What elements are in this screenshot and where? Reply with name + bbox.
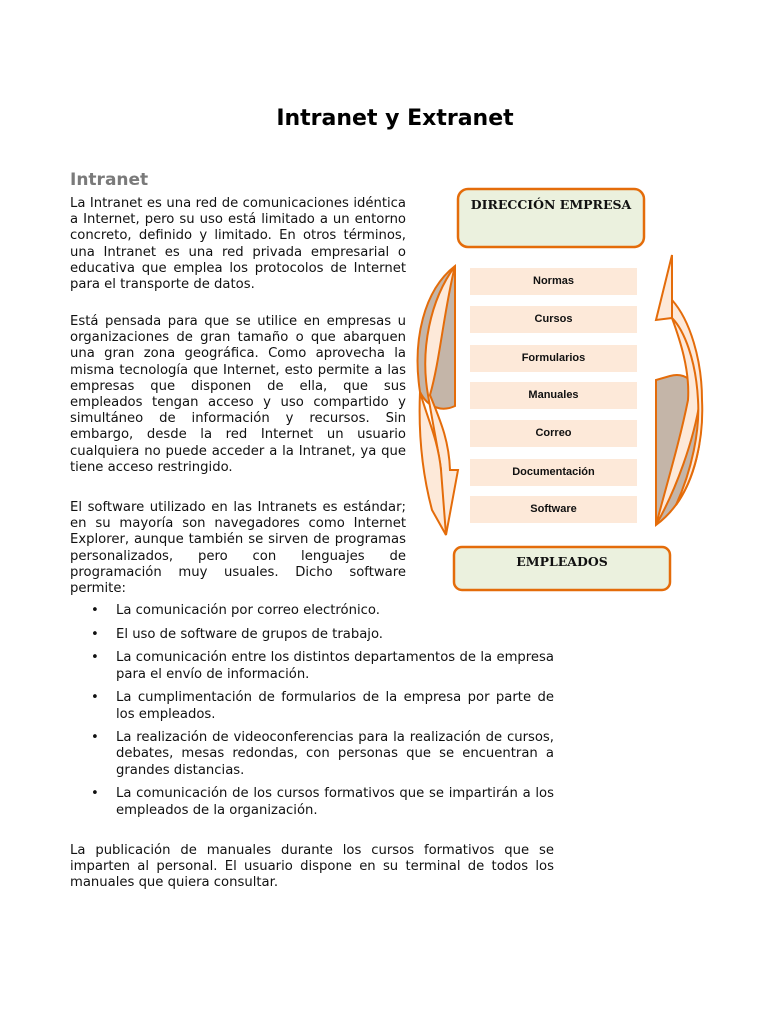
paragraph-manuals: La publicación de manuales durante los cursos formativos que se imparten al personal. El usuario dispone en su terminal de todos los manuales que quiera consultar.	[70, 843, 554, 891]
item-label-manuales: Manuales	[528, 389, 579, 401]
item-label-correo: Correo	[535, 427, 572, 439]
bullet-icon: •	[91, 730, 99, 746]
right-curved-arrow-icon	[656, 255, 702, 525]
bullet-item: • La comunicación por correo electrónico.	[91, 603, 380, 618]
bullet-icon: •	[91, 603, 99, 618]
bullet-item: • La comunicación de los cursos formativos que se impartirán a los empleados de la organización.	[91, 786, 554, 818]
left-curved-arrow-icon	[418, 266, 458, 535]
paragraph-usage: Está pensada para que se utilice en empresas u organizaciones de gran tamaño o que abarquen una gran zona geográfica. Como aprovecha la misma tecnología que Internet, esto permite a las empresas que disponen de ella, que sus empleados tengan acceso y uso compartido y simultáneo de información y recursos. Sin embargo, desde la red Internet un usuario cualquiera no puede acceder a la Intranet, ya que tiene acceso restringido.	[70, 314, 406, 475]
item-label-formularios: Formularios	[521, 352, 586, 364]
empleados-label: EMPLEADOS	[516, 554, 608, 569]
bullet-icon: •	[91, 650, 99, 666]
item-label-documentacion: Documentación	[512, 466, 595, 478]
item-label-software: Software	[530, 503, 577, 515]
paragraph-definition: La Intranet es una red de comunicaciones idéntica a Internet, pero su uso está limitado a un entorno concreto, definido y limitado. En otros términos, una Intranet es una red privada empresarial o educativa que emplea los protocolos de Internet para el transporte de datos.	[70, 196, 406, 293]
bullet-icon: •	[91, 626, 99, 642]
bullet-item: • La cumplimentación de formularios de la empresa por parte de los empleados.	[91, 690, 554, 722]
direccion-empresa-label: DIRECCIÓN EMPRESA	[470, 197, 632, 212]
bullet-item: • El uso de software de grupos de trabajo.	[91, 626, 384, 642]
bullet-icon: •	[91, 786, 99, 802]
section-heading-intranet: Intranet	[70, 170, 149, 190]
paragraph-software: El software utilizado en las Intranets es estándar; en su mayoría son navegadores como Internet Explorer, aunque también se sirven de programas personalizados, pero con lenguajes de programación muy usuales. Dicho software permite:	[70, 500, 406, 597]
bullet-icon: •	[91, 690, 99, 706]
bullet-item: • La realización de videoconferencias para la realización de cursos, debates, mesas redondas, con personas que se encuentran a grandes distancias.	[91, 730, 554, 778]
item-label-normas: Normas	[533, 275, 574, 287]
page-title: Intranet y Extranet	[276, 106, 514, 131]
bullet-item: • La comunicación entre los distintos departamentos de la empresa para el envío de información.	[91, 650, 554, 682]
item-label-cursos: Cursos	[534, 313, 573, 325]
